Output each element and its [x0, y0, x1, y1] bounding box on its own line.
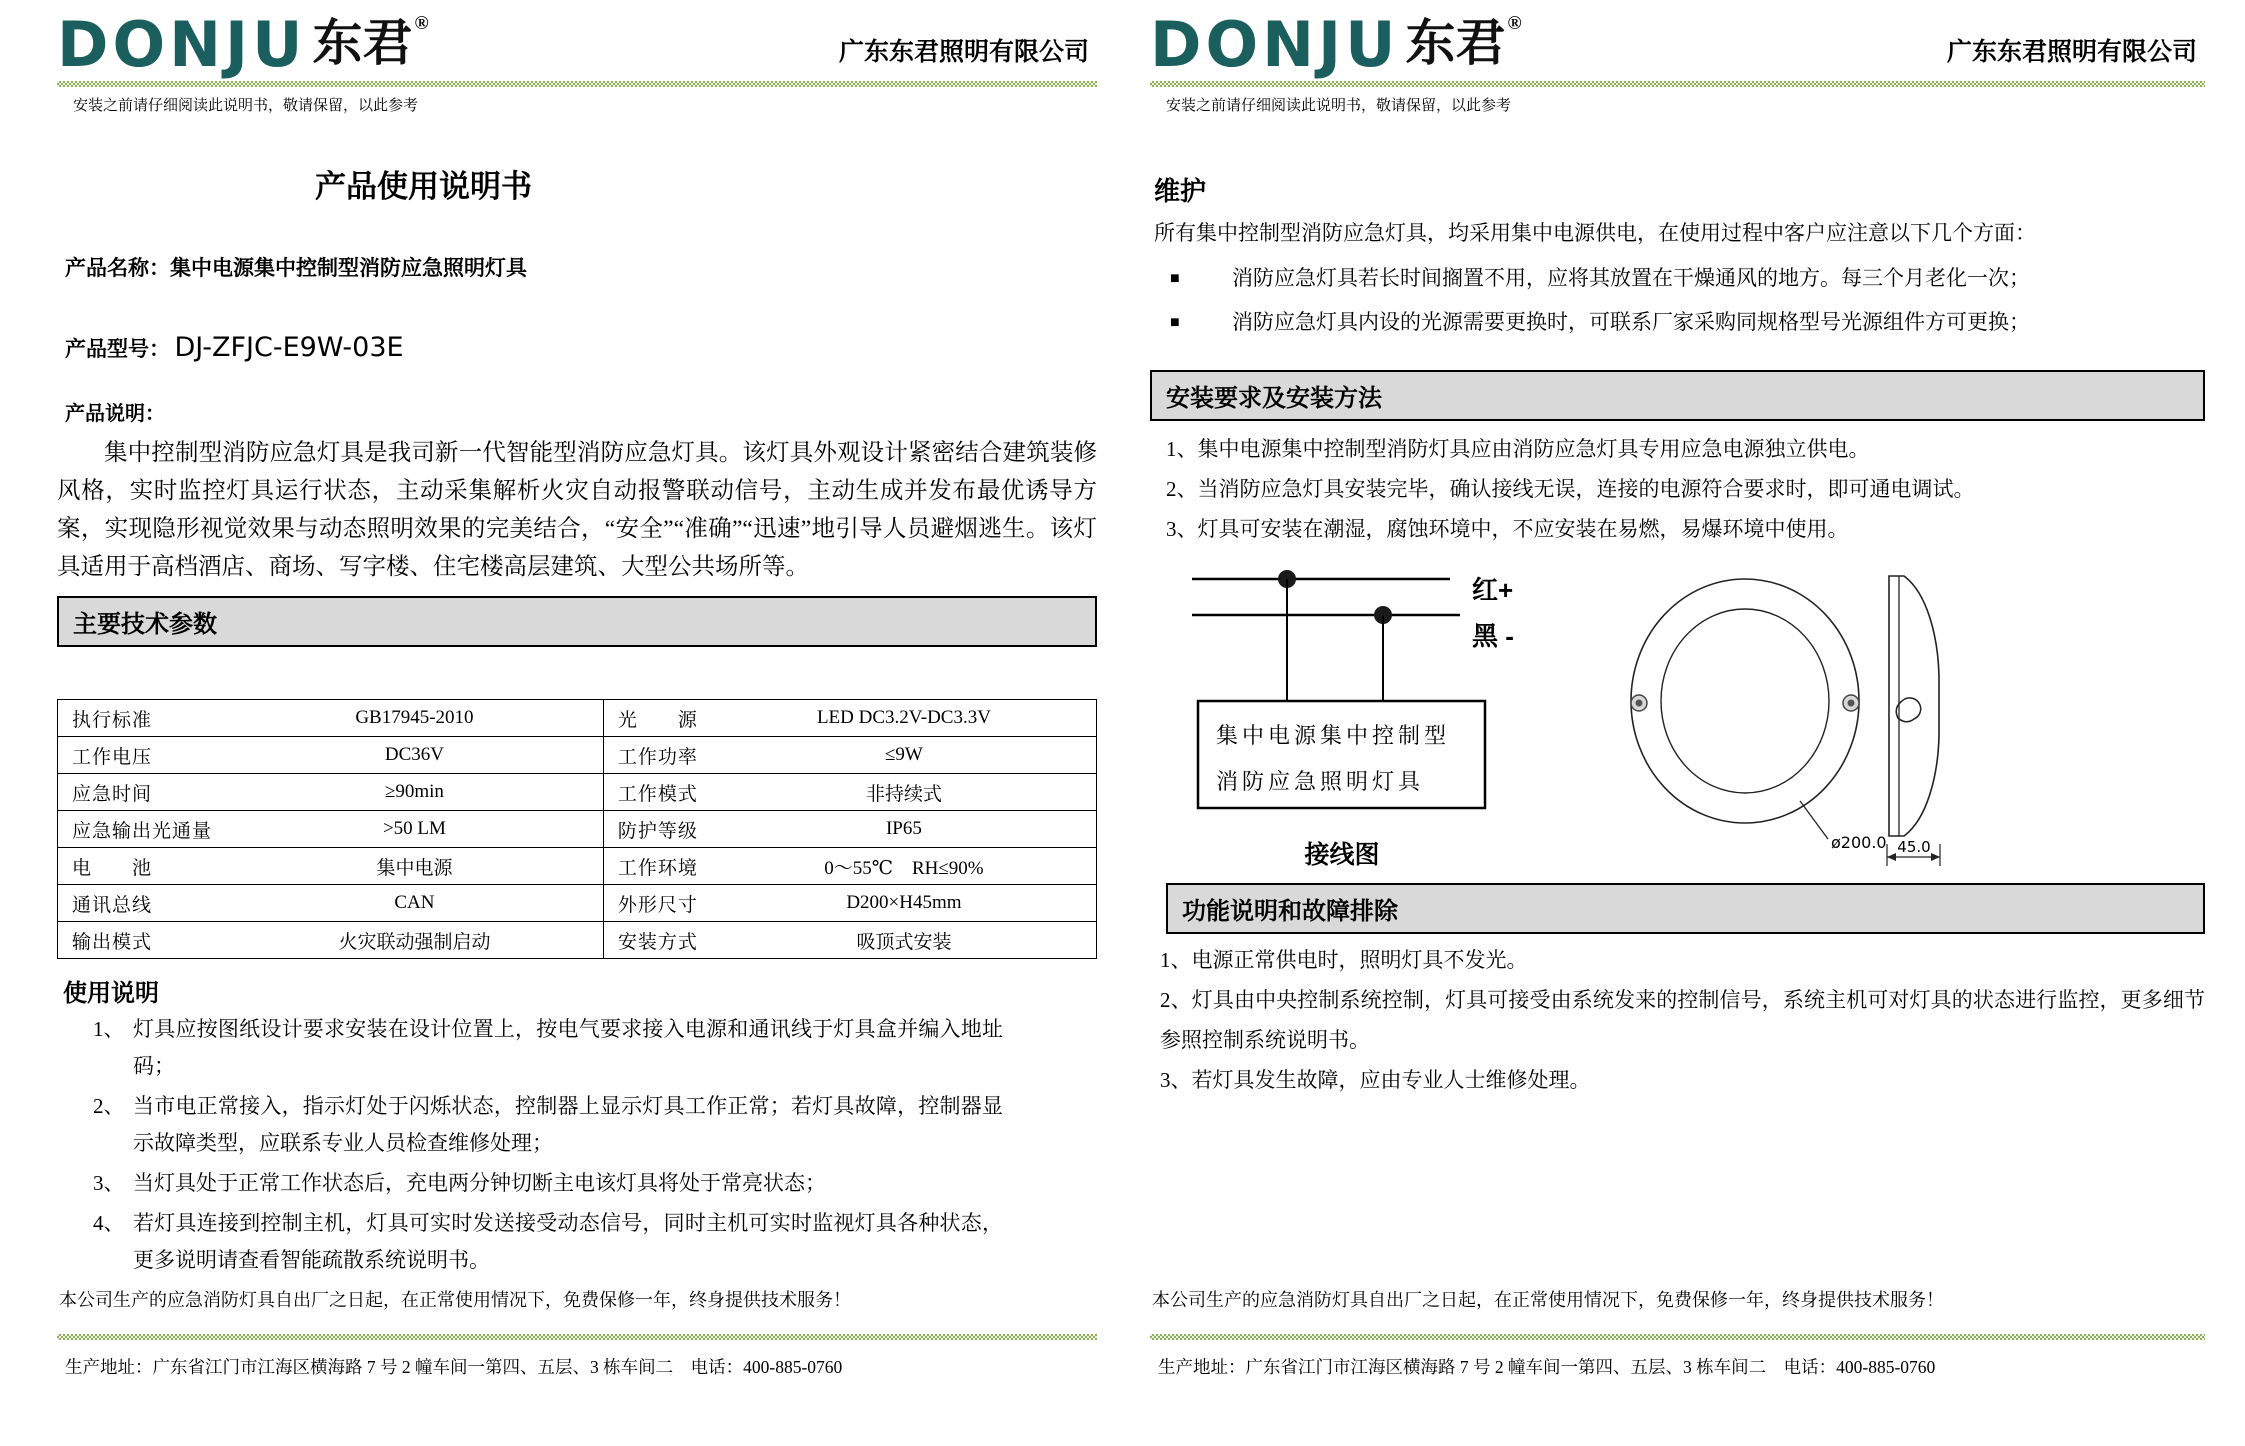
square-bullet-icon: ■ — [1170, 314, 1180, 331]
logo-latin-text: DONJU — [1150, 8, 1400, 81]
param-label: 工作电压 — [72, 746, 153, 768]
param-value: ≤9W — [885, 744, 923, 765]
product-model-label: 产品型号： — [65, 338, 170, 361]
param-value: DC36V — [384, 744, 444, 765]
height-dimension-label: 45.0 — [1897, 838, 1931, 856]
param-value: IP65 — [885, 818, 922, 839]
dim-arrow-left — [1887, 853, 1896, 861]
param-label: 执行标准 — [72, 709, 153, 731]
table-row — [58, 700, 1097, 737]
green-divider — [57, 1334, 1097, 1340]
param-label: 应急时间 — [72, 783, 153, 805]
item-text: 若灯具连接到控制主机，灯具可实时发送接受动态信号，同时主机可实时监视灯具各种状态，更多说明请查看智能疏散系统说明书。 — [133, 1211, 1003, 1272]
read-notice: 安装之前请仔细阅读此说明书，敬请保留，以此参考 — [73, 98, 419, 114]
company-name: 广东东君照明有限公司 — [1946, 38, 2197, 66]
donju-logo — [57, 8, 429, 81]
param-label: 工作环境 — [617, 857, 698, 879]
table-row — [58, 774, 1097, 811]
registered-trademark-icon: ® — [414, 13, 429, 34]
item-number: 3、 — [1160, 1068, 1192, 1092]
item-text: 当市电正常接入，指示灯处于闪烁状态，控制器上显示灯具工作正常；若灯具故障，控制器显示故障类型，应联系专业人员检查维修处理； — [133, 1094, 1003, 1155]
list-item — [1150, 429, 2205, 469]
item-text: 当消防应急灯具安装完毕，确认接线无误，连接的电源符合要求时，即可通电调试。 — [1197, 477, 1975, 501]
param-value: D200×H45mm — [846, 892, 962, 913]
param-label: 光 源 — [617, 709, 698, 731]
product-name-label: 产品名称： — [65, 257, 170, 280]
warranty-statement: 本公司生产的应急消防灯具自出厂之日起，在正常使用情况下，免费保修一年，终身提供技术服务！ — [1152, 1290, 1944, 1310]
manual-page-right — [1150, 0, 2205, 1446]
item-text: 电源正常供电时，照明灯具不发光。 — [1191, 948, 1528, 972]
param-label: 输出模式 — [72, 931, 153, 953]
param-value: GB17945-2010 — [355, 707, 474, 728]
item-text: 消防应急灯具内设的光源需要更换时，可联系厂家采购同规格型号光源组件方可更换； — [1232, 310, 2030, 334]
item-number: 3、 — [93, 1171, 125, 1195]
maintenance-heading: 维护 — [1154, 176, 1207, 206]
green-divider — [1150, 1334, 2205, 1340]
param-value: 集中电源 — [376, 857, 453, 879]
description-heading: 产品说明： — [65, 403, 165, 425]
list-item — [57, 1011, 1097, 1085]
wire-label-red: 红+ — [1472, 575, 1514, 605]
product-model-line — [57, 332, 1097, 363]
manual-page-left — [57, 0, 1097, 1446]
item-number: 2、 — [1160, 988, 1192, 1012]
item-number: 4、 — [93, 1211, 125, 1235]
param-value: 非持续式 — [865, 783, 942, 805]
item-text: 灯具由中央控制系统控制，灯具可接受由系统发来的控制信号，系统主机可对灯具的状态进行监控，更多细节参照控制系统说明书。 — [1160, 988, 2206, 1052]
product-name-value: 集中电源集中控制型消防应急照明灯具 — [170, 257, 527, 280]
item-number: 1、 — [1166, 437, 1198, 461]
params-section-header: 主要技术参数 — [57, 596, 1097, 647]
table-row — [58, 848, 1097, 885]
item-number: 2、 — [1166, 477, 1198, 501]
page-footer — [1150, 1286, 2205, 1379]
param-label: 外形尺寸 — [617, 894, 698, 916]
item-number: 3、 — [1166, 517, 1198, 541]
param-label: 工作功率 — [617, 746, 698, 768]
table-row — [58, 811, 1097, 848]
green-divider — [57, 81, 1097, 87]
item-text: 消防应急灯具若长时间搁置不用，应将其放置在干燥通风的地方。每三个月老化一次； — [1232, 266, 2030, 290]
document-title: 产品使用说明书 — [315, 169, 532, 204]
item-number: 2、 — [93, 1094, 125, 1118]
tech-params-table — [57, 699, 1097, 959]
param-value: 0～55℃ RH≤90% — [824, 857, 984, 879]
lamp-box-label-line2: 消防应急照明灯具 — [1216, 769, 1425, 794]
list-item — [1150, 940, 2205, 980]
function-list — [1150, 940, 2205, 1100]
usage-list — [57, 1011, 1097, 1279]
factory-address: 生产地址：广东省江门市江海区横海路 7 号 2 幢车间一第四、五层、3 栋车间二 电话：400-885-0760 — [1158, 1357, 1936, 1377]
diagram-svg — [1150, 551, 2205, 881]
dim-arrow-right — [1931, 853, 1940, 861]
wire-label-black: 黑 - — [1472, 621, 1514, 651]
list-item — [57, 1165, 1097, 1202]
item-number: 1、 — [1160, 948, 1192, 972]
list-item — [57, 1088, 1097, 1162]
param-value: >50 LM — [382, 818, 446, 839]
logo-chinese-text: 东君 — [312, 15, 413, 71]
wiring-and-dimension-diagram — [1150, 551, 2205, 881]
list-item — [57, 1205, 1097, 1279]
item-text: 灯具可安装在潮湿，腐蚀环境中，不应安装在易燃，易爆环境中使用。 — [1197, 517, 1849, 541]
param-label: 通讯总线 — [72, 894, 153, 916]
screw-hole-right-center — [1848, 700, 1855, 707]
param-value: CAN — [394, 892, 435, 913]
param-label: 工作模式 — [617, 783, 698, 805]
list-item — [1150, 307, 2205, 338]
item-number: 1、 — [93, 1017, 125, 1041]
param-value: 吸顶式安装 — [856, 931, 952, 953]
keyhole-slot — [1896, 698, 1920, 722]
logo-latin-text: DONJU — [57, 8, 307, 81]
list-item — [1150, 469, 2205, 509]
param-value: 火灾联动强制启动 — [338, 931, 491, 953]
lamp-box-label-line1: 集中电源集中控制型 — [1216, 723, 1451, 748]
registered-trademark-icon: ® — [1507, 13, 1522, 34]
green-divider — [1150, 81, 2205, 87]
lamp-front-outer-ring — [1631, 579, 1859, 823]
table-row — [58, 737, 1097, 774]
description-paragraph: 集中控制型消防应急灯具是我司新一代智能型消防应急灯具。该灯具外观设计紧密结合建筑装修风格，实时监控灯具运行状态，主动采集解析火灾自动报警联动信号，主动生成并发布最优诱导方案，实现隐形视觉效果与动态照明效果的完美结合，“安全”“准确”“迅速”地引导人员避烟逃生。该灯具适用于高档酒店、商场、写字楼、住宅楼高层建筑、大型公共场所等。 — [57, 440, 1097, 580]
item-text: 若灯具发生故障，应由专业人士维修处理。 — [1191, 1068, 1591, 1092]
param-value: LED DC3.2V-DC3.3V — [816, 707, 991, 728]
list-item — [1150, 1060, 2205, 1100]
page-header — [57, 0, 1097, 81]
lamp-side-profile — [1889, 576, 1939, 836]
item-text: 灯具应按图纸设计要求安装在设计位置上，按电气要求接入电源和通讯线于灯具盒并编入地址码； — [133, 1017, 1003, 1078]
function-section-header: 功能说明和故障排除 — [1166, 883, 2205, 934]
param-value: ≥90min — [384, 781, 444, 802]
list-item — [1150, 980, 2205, 1060]
diameter-dimension-label: ø200.0 — [1831, 833, 1887, 852]
page-footer — [57, 1286, 1097, 1379]
factory-address: 生产地址：广东省江门市江海区横海路 7 号 2 幢车间一第四、五层、3 栋车间二 电话：400-885-0760 — [65, 1357, 843, 1377]
table-row — [58, 922, 1097, 959]
lamp-front-lens — [1661, 609, 1829, 793]
product-name-line — [57, 252, 1097, 282]
install-section-header: 安装要求及安装方法 — [1150, 370, 2205, 421]
install-list — [1150, 429, 2205, 549]
usage-section-heading: 使用说明 — [63, 980, 159, 1007]
param-label: 安装方式 — [617, 931, 698, 953]
warranty-statement: 本公司生产的应急消防灯具自出厂之日起，在正常使用情况下，免费保修一年，终身提供技术服务！ — [59, 1290, 851, 1310]
page-header — [1150, 0, 2205, 81]
screw-hole-left-center — [1636, 700, 1643, 707]
param-label: 防护等级 — [617, 820, 698, 842]
company-name: 广东东君照明有限公司 — [838, 38, 1089, 66]
item-text: 集中电源集中控制型消防灯具应由消防应急灯具专用应急电源独立供电。 — [1197, 437, 1870, 461]
wiring-caption: 接线图 — [1304, 841, 1380, 869]
donju-logo — [1150, 8, 1522, 81]
maintenance-intro: 所有集中控制型消防应急灯具，均采用集中电源供电，在使用过程中客户应注意以下几个方面： — [1154, 221, 2036, 245]
item-text: 当灯具处于正常工作状态后，充电两分钟切断主电该灯具将处于常亮状态； — [133, 1171, 826, 1195]
square-bullet-icon: ■ — [1170, 270, 1180, 287]
list-item — [1150, 509, 2205, 549]
param-label: 电 池 — [72, 857, 153, 879]
read-notice: 安装之前请仔细阅读此说明书，敬请保留，以此参考 — [1166, 98, 1512, 114]
diameter-leader-line — [1800, 801, 1828, 839]
product-model-value: DJ-ZFJC-E9W-03E — [174, 332, 404, 363]
table-row — [58, 885, 1097, 922]
param-label: 应急输出光通量 — [72, 820, 213, 842]
logo-chinese-text: 东君 — [1405, 15, 1506, 71]
list-item — [1150, 263, 2205, 294]
